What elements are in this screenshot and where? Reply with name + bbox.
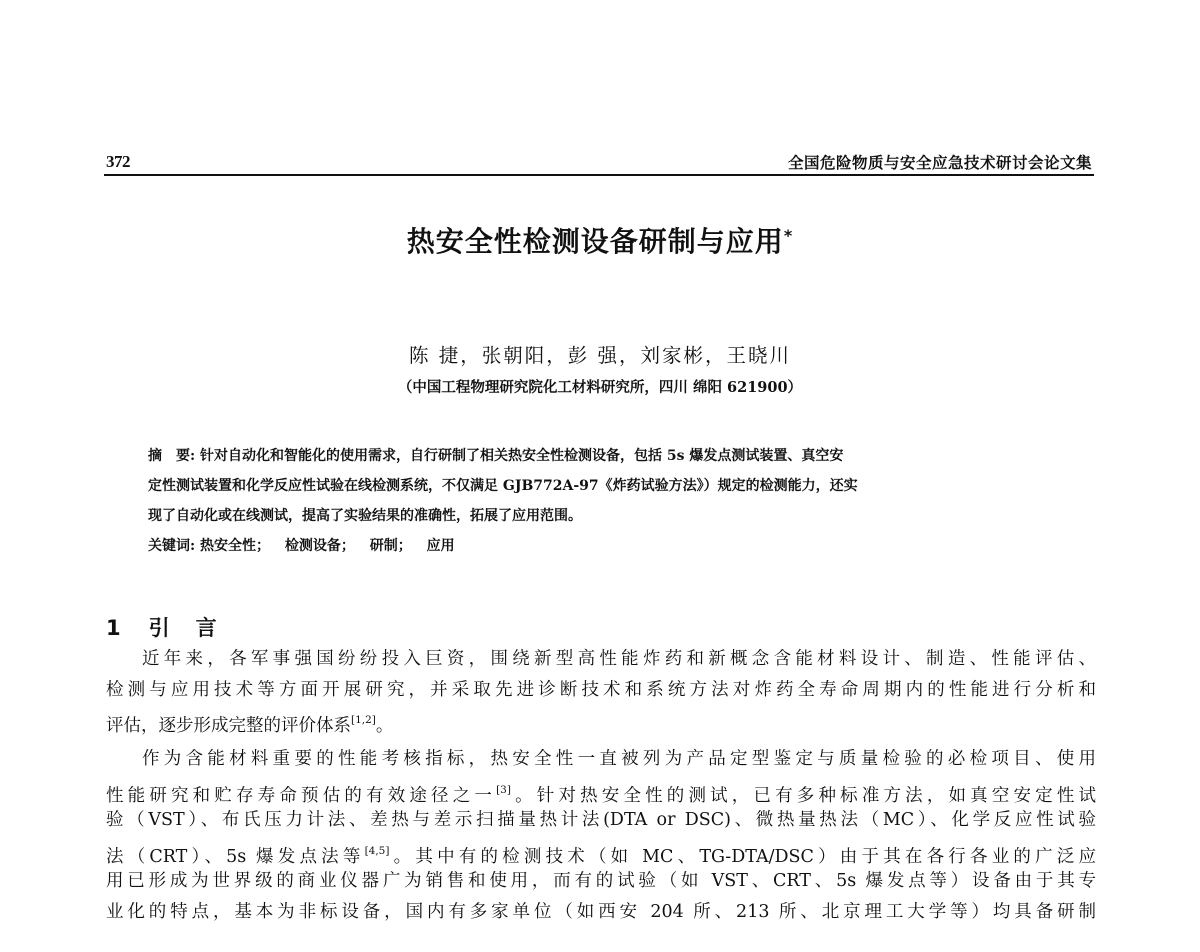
author-affiliation: （中国工程物理研究院化工材料研究所，四川 绵阳 621900）	[397, 379, 803, 396]
section-heading	[106, 612, 243, 642]
keyword: 检测设备；	[284, 538, 355, 554]
text-line: 业化的特点，基本为非标设备，国内有多家单位（如西安 204 所、213 所、北京理工大学等）均具备研制	[106, 901, 1096, 922]
paper-title	[0, 220, 1200, 260]
abstract-text: 针对自动化和智能化的使用需求，自行研制了相关热安全性检测设备，包括 5s 爆发点测试装置、真空安	[200, 448, 844, 464]
text-line: 近年来，各军事强国纷纷投入巨资，围绕新型高性能炸药和新概念含能材料设计、制造、性能评估、	[142, 649, 1096, 669]
keyword: 热安全性；	[200, 538, 271, 554]
paragraph	[106, 644, 1096, 736]
text-line: 作为含能材料重要的性能考核指标，热安全性一直被列为产品定型鉴定与质量检验的必检项目、使用	[142, 749, 1096, 769]
text-line: 用已形成为世界级的商业仪器广为销售和使用，而有的试验（如 VST、CRT、5s 爆发点等）设备由于其专	[106, 871, 1096, 892]
title-footnote-marker: *	[783, 226, 794, 245]
running-head: 全国危险物质与安全应急技术研讨会论文集	[787, 153, 1092, 172]
text-fragment: 评估，逐步形成完整的评价体系	[106, 716, 351, 737]
paper-title-text: 热安全性检测设备研制与应用	[406, 225, 784, 258]
abstract-line: 现了自动化或在线测试，提高了实验结果的准确性，拓展了应用范围。	[148, 508, 582, 524]
text-fragment: 性能研究和贮存寿命预估的有效途径之一	[106, 785, 497, 806]
section-title: 引言	[148, 616, 243, 640]
text-fragment: 。	[375, 716, 394, 737]
section-number: 1	[106, 616, 121, 640]
author-list: 陈 捷，张朝阳，彭 强，刘家彬，王晓川	[409, 344, 791, 367]
text-fragment: 。针对热安全性的测试，已有多种标准方法，如真空安定性试	[510, 785, 1097, 806]
paragraph	[106, 744, 1096, 928]
abstract-line: 定性测试装置和化学反应性试验在线检测系统，不仅满足 GJB772A-97《炸药试验方法》）规定的检测能力，还实	[148, 478, 858, 494]
abstract-label: 摘 要:	[148, 448, 196, 464]
page-header	[104, 150, 1094, 176]
keywords-line	[148, 531, 1053, 561]
citation[interactable]: [3]	[496, 783, 511, 796]
text-line: 验（VST）、布氏压力计法、差热与差示扫描量热计法(DTA or DSC)、微热量热法（MC）、化学反应性试验	[106, 810, 1096, 831]
keyword: 研制；	[369, 538, 412, 554]
page-number: 372	[106, 152, 130, 171]
citation[interactable]: [4,5]	[364, 844, 390, 857]
keyword: 应用	[426, 538, 455, 554]
abstract-block	[148, 441, 1053, 561]
citation[interactable]: [1,2]	[351, 714, 376, 727]
abstract-line	[148, 441, 1053, 471]
text-line	[106, 836, 1096, 867]
text-line	[106, 705, 1096, 736]
text-fragment: 法（CRT）、5s 爆发点法等	[106, 846, 365, 867]
text-fragment: 。其中有的检测技术（如 MC、TG-DTA/DSC）由于其在各行各业的广泛应	[389, 846, 1097, 867]
keywords-label: 关键词:	[148, 538, 196, 554]
text-line: 检测与应用技术等方面开展研究，并采取先进诊断技术和系统方法对炸药全寿命周期内的性能进行分析和	[106, 679, 1096, 700]
text-line	[106, 775, 1096, 806]
